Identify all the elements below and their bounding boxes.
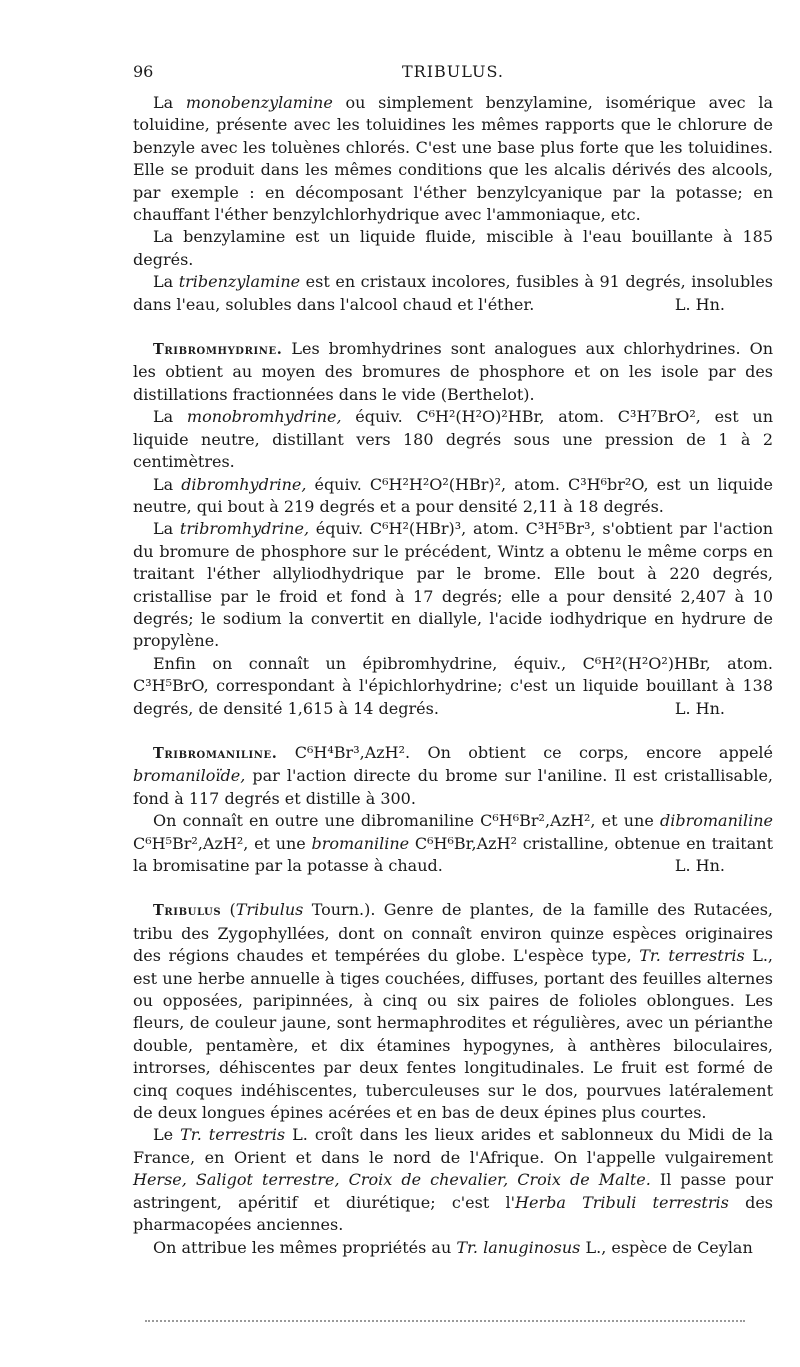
text-run: équiv. C⁶H²(HBr)³, atom. C³H⁵Br³, s'obtient par l'action du bromure de phosphore sur le précédent, Wintz a obtenu le même corps en traitant l'éther allyliodhydrique par le brome. Elle bout à 220 degrés, cristallise par le froid et fond à 17 degrés; elle a pour densité 2,407 à 10 degrés; le sodium la convertit en diallyle, l'acide iodhydrique en hydrure de propylène. bbox=[133, 519, 774, 651]
text-run: des pharmacopées anciennes. bbox=[133, 1192, 773, 1235]
paragraph-monobromhydrine bbox=[133, 406, 773, 473]
paragraph-benzylamine: La benzylamine est un liquide fluide, miscible à l'eau bouillante à 185 degrés. bbox=[133, 227, 773, 269]
term: Tr. lanuginosus bbox=[456, 1237, 581, 1257]
term: monobromhydrine, bbox=[186, 407, 342, 427]
term: Tribulus bbox=[235, 900, 304, 920]
text-run: équiv. C⁶H²(H²O)²HBr, atom. C³H⁷BrO², est un liquide neutre, distillant vers 180 degrés sous une pression de 1 à 2 centimètres. bbox=[133, 407, 774, 472]
text-run: L. croît dans les lieux arides et sablonneux du Midi de la France, en Orient et dans le nord de l'Afrique. On l'appelle vulgairement bbox=[133, 1125, 774, 1167]
author-signature: L. Hn. bbox=[674, 294, 725, 314]
term: Tr. terrestris bbox=[639, 946, 745, 966]
author-signature: L. Hn. bbox=[674, 856, 725, 875]
term: tribromhydrine, bbox=[179, 519, 310, 539]
term: Herse, Saligot terrestre, Croix de chevalier, Croix de Malte. bbox=[133, 1170, 651, 1190]
text-run: Enfin on connaît un épibromhydrine, équiv., C⁶H²(H²O²)HBr, atom. C³H⁵BrO, correspondant à l'épichlorhydrine; c'est un liquide bouillant à 138 degrés, de densité 1,615 à 14 degrés. bbox=[133, 653, 773, 718]
term: dibromaniline bbox=[659, 811, 773, 831]
paragraph-epibromhydrine bbox=[133, 653, 773, 720]
term: tribenzylamine bbox=[178, 272, 301, 292]
entry-tribromhydrine bbox=[133, 338, 773, 406]
text-run: ou simplement benzylamine, isomérique avec la toluidine, présente avec les toluidines les mêmes rapports que le chlorure de benzyle avec les toluènes chlorés. C'est une base plus forte que les toluidines. Elle se produit dans les mêmes conditions que les alcalis dérivés des alcools, par exemple : en décomposant l'éther benzylcyanique par la potasse; en chauffant l'éther benzylchlorhydrique avec l'ammoniaque, etc. bbox=[133, 93, 774, 225]
text-run: est en cristaux incolores, fusibles à 91 degrés, insolubles dans l'eau, solubles dans l'alcool chaud et l'éther. bbox=[133, 272, 773, 314]
paragraph-lanuginosus bbox=[133, 1237, 773, 1259]
text-run: Il passe pour astringent, apéritif et diurétique; c'est l' bbox=[133, 1170, 773, 1212]
author-signature: L. Hn. bbox=[674, 698, 725, 718]
text-run: C⁶H⁶Br,AzH² cristalline, obtenue en traitant la bromisatine par la potasse à chaud. bbox=[133, 833, 773, 875]
page-header bbox=[133, 62, 773, 88]
text-run: L., est une herbe annuelle à tiges couchées, diffuses, portant des feuilles alternes ou opposées, paripinnées, à cinq ou six paires de folioles oblongues. Les fleurs, de couleur jaune, sont hermaphrodites et régulières, avec un périanthe double, pentamère, et dix étamines hypogynes, à anthères biloculaires, introrses, déhiscentes par deux fentes longitudinales. Le fruit est formé de cinq coques indéhiscentes, tuberculeuses sur le dos, pourvues latéralement de deux longues épines acérées et en bas de deux épines plus courtes. bbox=[133, 946, 773, 1123]
term: bromaniloïde, bbox=[133, 766, 246, 786]
text-run: La bbox=[153, 407, 187, 427]
text-run: La bbox=[153, 93, 186, 112]
text-run: La bbox=[153, 272, 179, 292]
text-run: On attribue les mêmes propriétés au bbox=[153, 1237, 457, 1257]
text-run: équiv. C⁶H²H²O²(HBr)², atom. C³H⁶br²O, est un liquide neutre, qui bout à 219 degrés et a pour densité 2,11 à 18 degrés. bbox=[133, 474, 773, 516]
paragraph-tribenzylamine bbox=[133, 271, 773, 316]
term: bromaniline bbox=[311, 833, 410, 853]
entry-tribromaniline bbox=[133, 742, 773, 810]
entry-heading: Tribulus bbox=[153, 902, 222, 920]
entry-heading: Tribromaniline. bbox=[153, 744, 278, 762]
text-run: par l'action directe du brome sur l'aniline. Il est cristallisable, fond à 117 degrés et distille à 300. bbox=[133, 766, 773, 808]
running-title: TRIBULUS. bbox=[402, 62, 504, 81]
text-run: C⁶H⁵Br²,AzH², et une bbox=[133, 833, 312, 853]
term: dibromhydrine, bbox=[181, 474, 307, 494]
paragraph-dibromaniline bbox=[133, 810, 773, 877]
paragraph-terrestris bbox=[133, 1124, 773, 1236]
page-number: 96 bbox=[133, 62, 154, 81]
text-column bbox=[133, 92, 773, 1259]
term: Tr. terrestris bbox=[180, 1125, 286, 1145]
text-run: On connaît en outre une dibromaniline C⁶H⁶Br²,AzH², et une bbox=[153, 811, 660, 831]
text-run: ( bbox=[221, 900, 236, 920]
term: Herba Tribuli terrestris bbox=[515, 1192, 729, 1212]
text-run: C⁶H⁴Br³,AzH². On obtient ce corps, encore appelé bbox=[277, 742, 773, 762]
text-run: Les bromhydrines sont analogues aux chlorhydrines. On les obtient au moyen des bromures de phosphore et on les isole par des distillations fractionnées dans le vide (Berthelot). bbox=[133, 339, 773, 404]
footer-dotted-rule bbox=[145, 1320, 745, 1324]
entry-heading: Tribromhydrine. bbox=[153, 341, 283, 359]
text-run: Tourn.). Genre de plantes, de la famille des Rutacées, tribu des Zygophyllées, dont on connaît environ quinze espèces originaires des régions chaudes et tempérées du globe. L'espèce type, bbox=[133, 900, 774, 966]
text-run: La bbox=[153, 519, 180, 539]
text-run: La bbox=[153, 474, 182, 494]
text-run: L., espèce de Ceylan bbox=[580, 1237, 753, 1257]
text-run: Le bbox=[153, 1125, 181, 1145]
paragraph-dibromhydrine bbox=[133, 474, 773, 519]
paragraph-monobenzylamine bbox=[133, 92, 773, 226]
term: monobenzylamine bbox=[185, 93, 333, 112]
entry-tribulus bbox=[133, 899, 773, 1124]
paragraph-tribromhydrine bbox=[133, 518, 773, 652]
